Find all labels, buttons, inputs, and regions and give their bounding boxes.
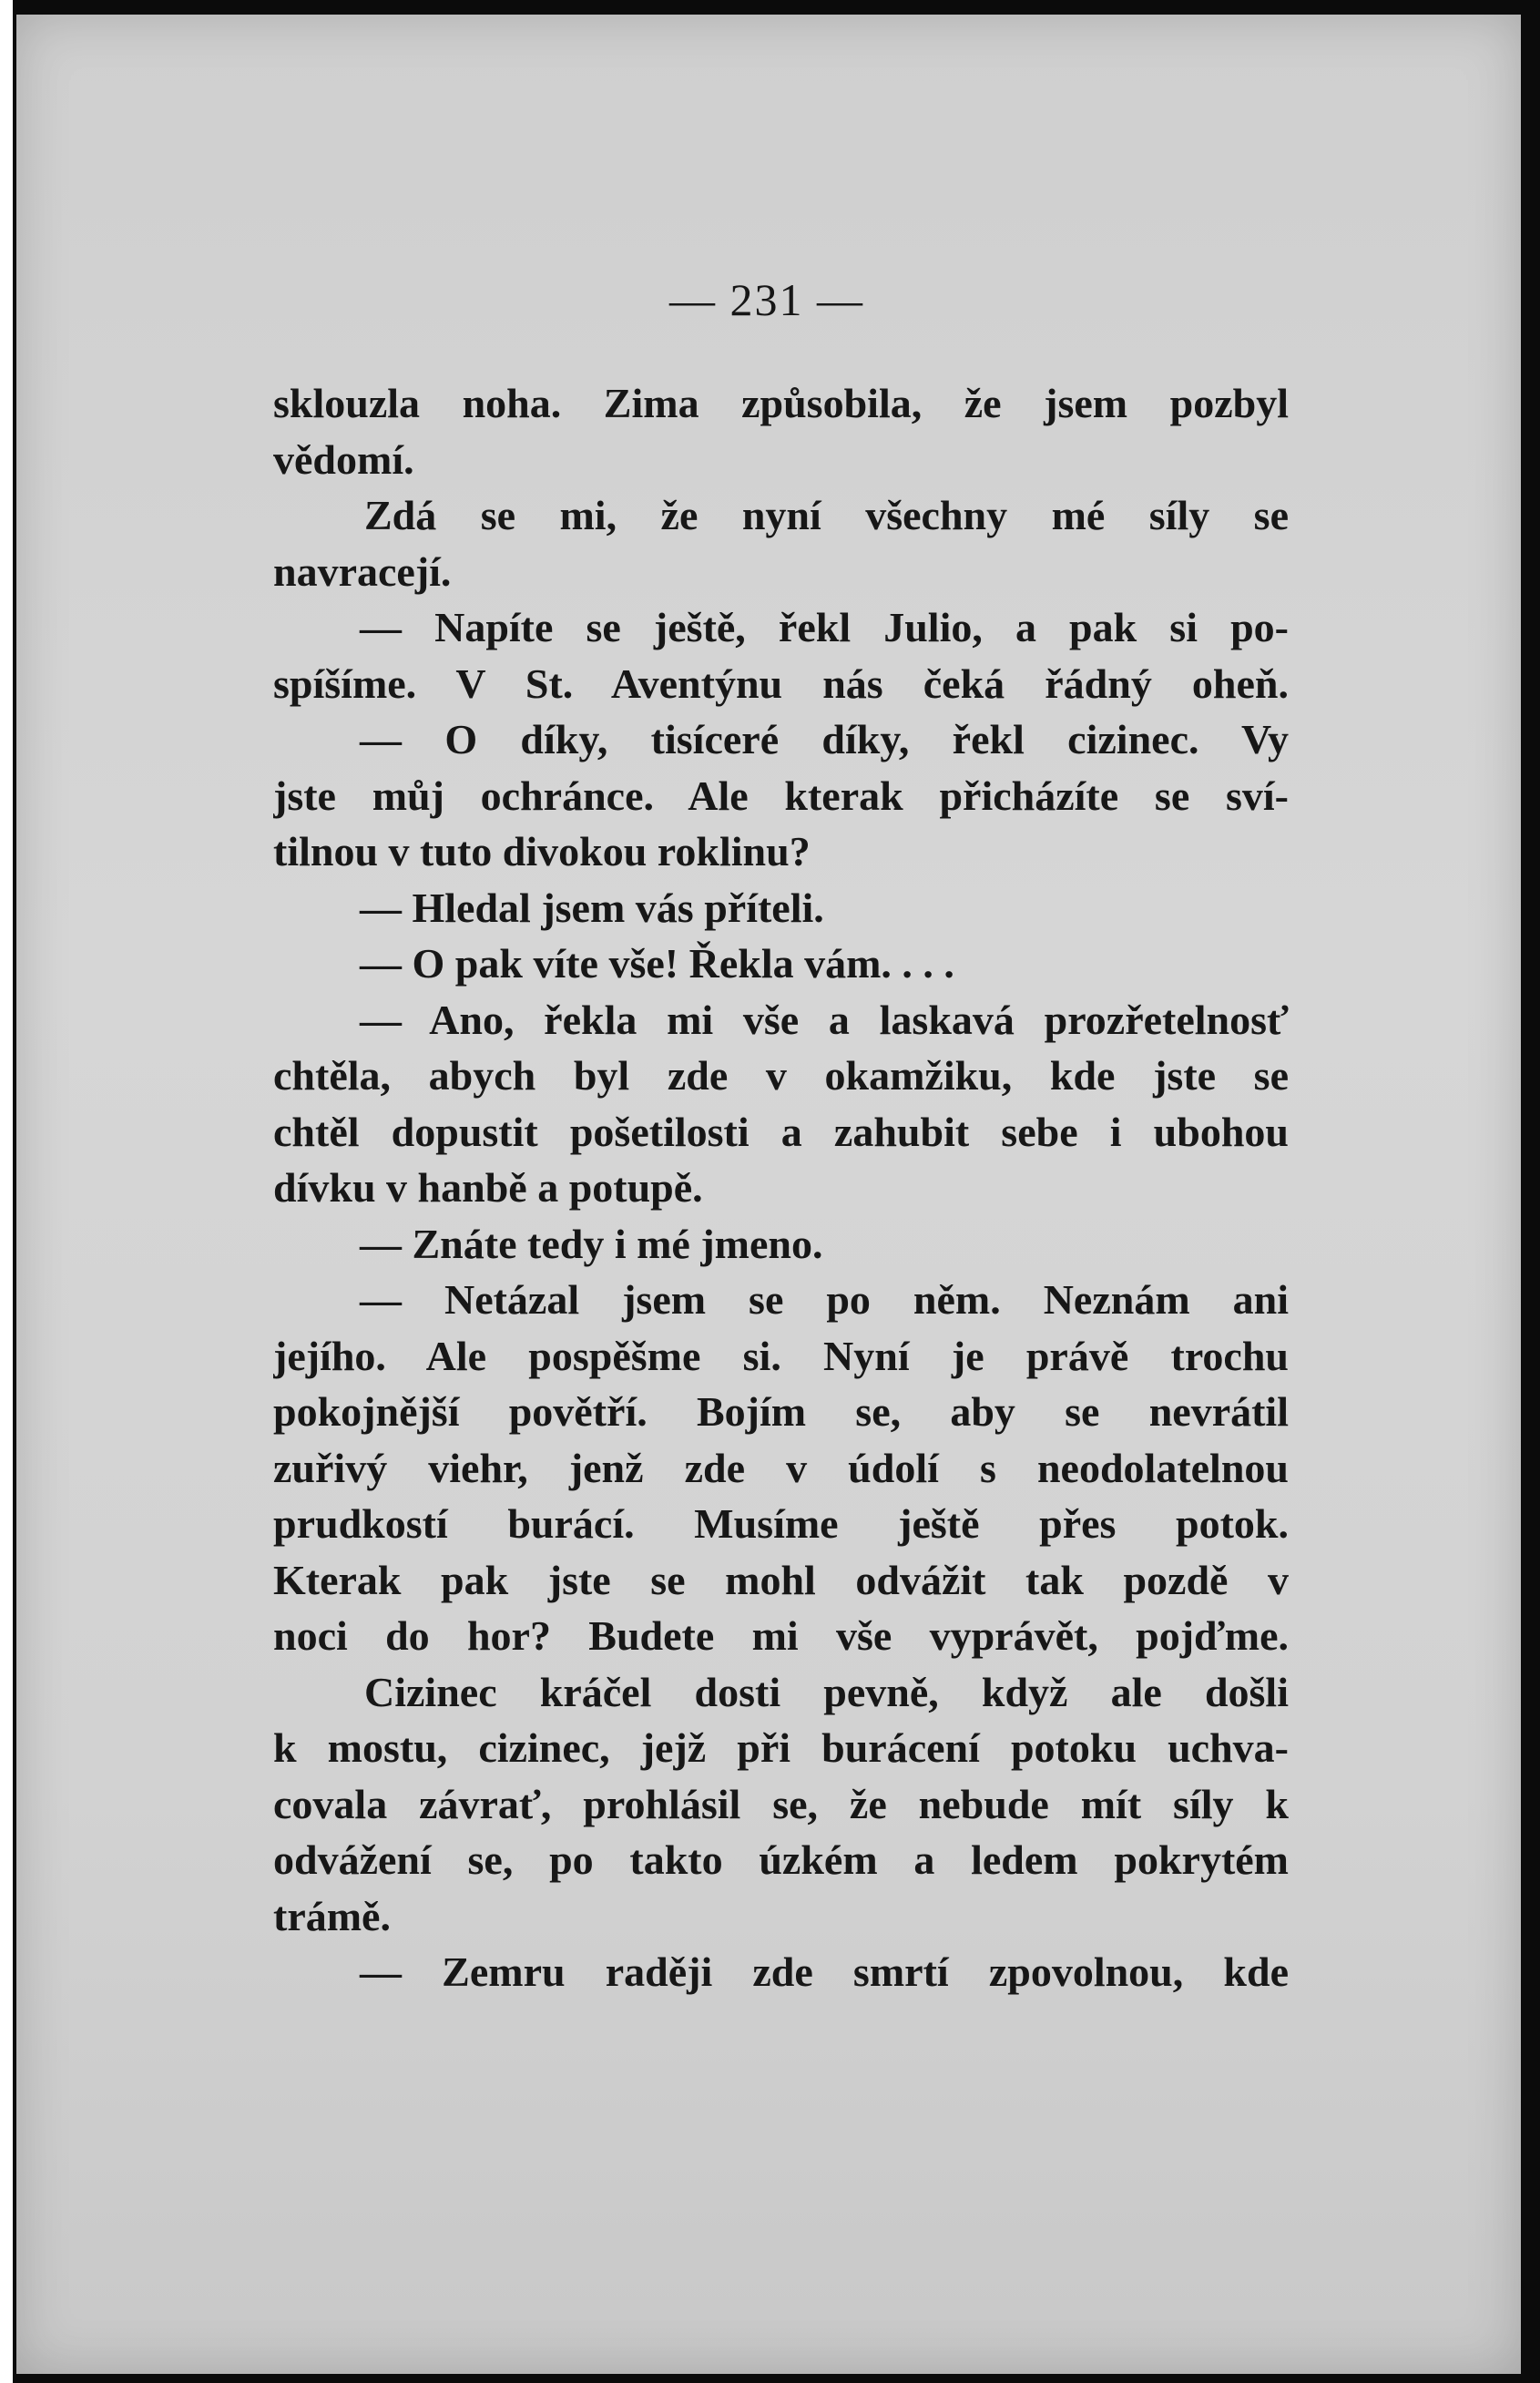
page-number: — 231 —: [669, 274, 864, 325]
text-line: k mostu, cizinec, jejž při burácení potoku uchva-: [273, 1724, 1289, 1771]
text-line: sklouzla noha. Zima způsobila, že jsem pozbyl: [273, 380, 1289, 426]
text-line: jste můj ochránce. Ale kterak přicházíte se sví-: [273, 772, 1289, 819]
text-line: Cizinec kráčel dosti pevně, když ale došli: [364, 1668, 1289, 1715]
text-line: odvážení se, po takto úzkém a ledem pokrytém: [273, 1836, 1289, 1883]
text-line: spíšíme. V St. Aventýnu nás čeká řádný oheň.: [273, 660, 1289, 707]
text-line: — Napíte se ještě, řekl Julio, a pak si po-: [360, 604, 1289, 650]
text-line: covala závrať, prohlásil se, že nebude mít síly k: [273, 1780, 1289, 1827]
text-line: — O díky, tisíceré díky, řekl cizinec. Vy: [360, 716, 1289, 762]
text-line: Kterak pak jste se mohl odvážit tak pozdě v: [273, 1556, 1289, 1603]
text-line: Zdá se mi, že nyní všechny mé síly se: [364, 492, 1289, 538]
text-line: dívku v hanbě a potupě.: [273, 1164, 703, 1211]
text-line: jejího. Ale pospěšme si. Nyní je právě trochu: [273, 1332, 1289, 1379]
text-line: chtěla, abych byl zde v okamžiku, kde jste se: [273, 1052, 1289, 1099]
text-line: tilnou v tuto divokou roklinu?: [273, 828, 811, 874]
text-line: chtěl dopustit pošetilosti a zahubit sebe i ubohou: [273, 1108, 1289, 1155]
text-line: pokojnější povětří. Bojím se, aby se nevrátil: [273, 1388, 1289, 1435]
text-line: — Znáte tedy i mé jmeno.: [360, 1220, 823, 1267]
text-line: — Hledal jsem vás příteli.: [360, 884, 824, 931]
text-line: — Ano, řekla mi vše a laskavá prozřetelnosť: [360, 996, 1289, 1043]
text-line: vědomí.: [273, 435, 414, 483]
text-line: trámě.: [273, 1892, 391, 1939]
text-line: navracejí.: [273, 547, 452, 595]
text-line: — O pak víte vše! Řekla vám. . . .: [360, 940, 954, 987]
text-line: prudkostí burácí. Musíme ještě přes potok.: [273, 1500, 1289, 1547]
body-text: [273, 375, 1289, 2000]
text-line: — Zemru raději zde smrtí zpovolnou, kde: [360, 1948, 1289, 1995]
text-line: noci do hor? Budete mi vše vyprávět, pojďme.: [273, 1612, 1289, 1659]
text-line: zuřivý viehr, jenž zde v údolí s neodolatelnou: [273, 1444, 1289, 1491]
scan-left-margin: [0, 0, 13, 2383]
text-line: — Netázal jsem se po něm. Neznám ani: [360, 1276, 1289, 1323]
